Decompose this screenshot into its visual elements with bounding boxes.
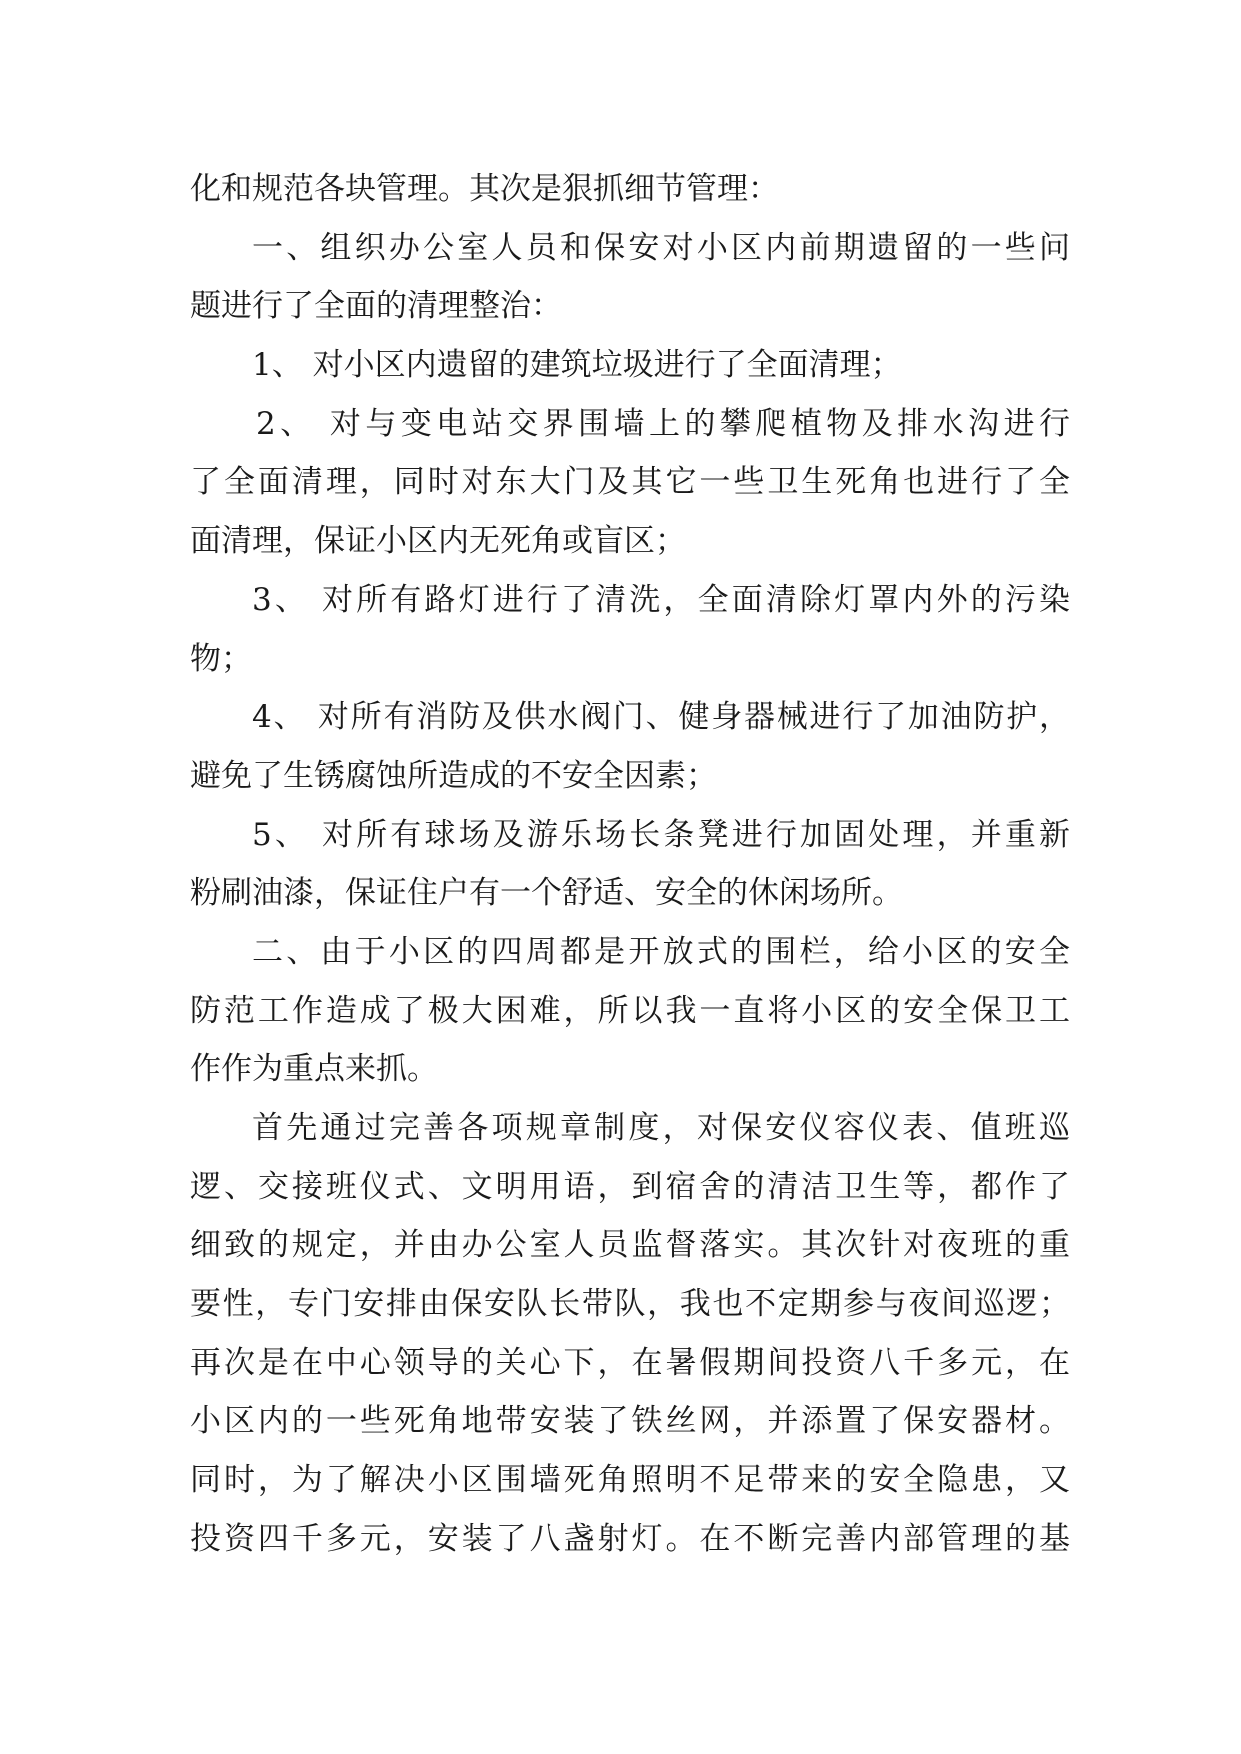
text-line: 要性，专门安排由保安队长带队，我也不定期参与夜间巡逻；	[190, 1286, 1070, 1323]
text-line: 细致的规定，并由办公室人员监督落实。其次针对夜班的重	[190, 1227, 1070, 1264]
list-item-line: 3、 对所有路灯进行了清洗，全面清除灯罩内外的污染	[252, 581, 1070, 618]
list-item-line: 4、 对所有消防及供水阀门、健身器械进行了加油防护，	[252, 699, 1070, 736]
text-line: 防范工作造成了极大困难，所以我一直将小区的安全保卫工	[190, 992, 1070, 1029]
text-line: 物；	[190, 640, 252, 677]
text-line: 粉刷油漆，保证住户有一个舒适、安全的休闲场所。	[190, 875, 903, 912]
text-line: 同时，为了解决小区围墙死角照明不足带来的安全隐患，又	[190, 1462, 1070, 1499]
paragraph-heading-line: 一、组织办公室人员和保安对小区内前期遗留的一些问	[252, 229, 1070, 266]
list-item-line: 2、 对与变电站交界围墙上的攀爬植物及排水沟进行	[256, 405, 1070, 442]
text-line: 了全面清理，同时对东大门及其它一些卫生死角也进行了全	[190, 464, 1070, 501]
paragraph-heading-line: 二、由于小区的四周都是开放式的围栏，给小区的安全	[252, 933, 1070, 970]
text-line: 化和规范各块管理。其次是狠抓细节管理：	[190, 171, 779, 207]
body-text	[190, 160, 1070, 1569]
text-line: 小区内的一些死角地带安装了铁丝网，并添置了保安器材。	[190, 1403, 1070, 1440]
text-line: 避免了生锈腐蚀所造成的不安全因素；	[190, 757, 717, 794]
text-line: 逻、交接班仪式、文明用语，到宿舍的清洁卫生等，都作了	[190, 1168, 1070, 1205]
paragraph-first-line: 首先通过完善各项规章制度，对保安仪容仪表、值班巡	[252, 1110, 1070, 1146]
text-line: 再次是在中心领导的关心下，在暑假期间投资八千多元，在	[190, 1344, 1070, 1381]
text-line: 投资四千多元，安装了八盏射灯。在不断完善内部管理的基	[190, 1520, 1070, 1557]
text-line: 面清理，保证小区内无死角或盲区；	[190, 523, 686, 560]
list-item-line: 5、 对所有球场及游乐场长条凳进行加固处理，并重新	[252, 816, 1070, 853]
text-line: 题进行了全面的清理整治：	[190, 288, 562, 325]
list-item-line: 1、 对小区内遗留的建筑垃圾进行了全面清理；	[252, 347, 902, 384]
text-line: 作作为重点来抓。	[190, 1051, 438, 1088]
